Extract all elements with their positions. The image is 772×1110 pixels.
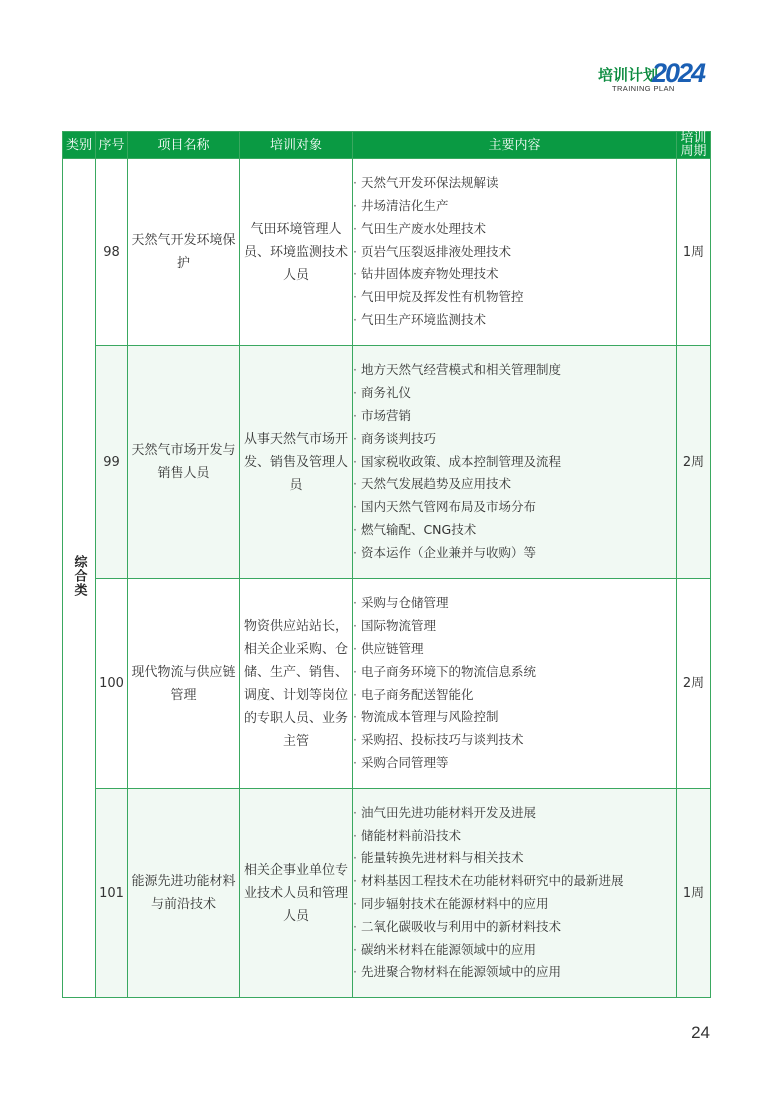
content-item: · 二氧化碳吸收与利用中的新材料技术 bbox=[353, 916, 676, 939]
row-number: 99 bbox=[96, 346, 128, 579]
category-label: 综合类 bbox=[71, 555, 87, 597]
content-item: · 采购合同管理等 bbox=[353, 752, 676, 775]
content-item: · 气田生产废水处理技术 bbox=[353, 218, 676, 241]
content-item: · 市场营销 bbox=[353, 405, 676, 428]
training-target: 物资供应站站长，相关企业采购、仓储、生产、销售、调度、计划等岗位的专职人员、业务主管 bbox=[240, 579, 353, 789]
category-cell bbox=[63, 159, 96, 998]
content-list bbox=[353, 172, 676, 332]
header-category: 类别 bbox=[63, 132, 96, 159]
logo-year: 2024 bbox=[652, 58, 705, 88]
logo-title: 培训计划 bbox=[598, 66, 659, 84]
project-name: 能源先进功能材料与前沿技术 bbox=[128, 789, 240, 998]
content-item: · 供应链管理 bbox=[353, 638, 676, 661]
table-row bbox=[63, 789, 711, 998]
main-content bbox=[353, 159, 677, 346]
content-item: · 先进聚合物材料在能源领域中的应用 bbox=[353, 961, 676, 984]
content-item: · 采购招、投标技巧与谈判技术 bbox=[353, 729, 676, 752]
header-period-line1: 培训 bbox=[680, 131, 707, 146]
training-period: 1周 bbox=[677, 159, 711, 346]
training-plan-logo bbox=[598, 58, 710, 96]
content-item: · 同步辐射技术在能源材料中的应用 bbox=[353, 893, 676, 916]
header-target: 培训对象 bbox=[240, 132, 353, 159]
row-number: 100 bbox=[96, 579, 128, 789]
content-item: · 国际物流管理 bbox=[353, 615, 676, 638]
content-item: · 页岩气压裂返排液处理技术 bbox=[353, 241, 676, 264]
training-period: 2周 bbox=[677, 579, 711, 789]
training-target: 相关企事业单位专业技术人员和管理人员 bbox=[240, 789, 353, 998]
content-item: · 地方天然气经营模式和相关管理制度 bbox=[353, 359, 676, 382]
table-row bbox=[63, 579, 711, 789]
header-period-line2: 周期 bbox=[680, 144, 707, 159]
table-row bbox=[63, 159, 711, 346]
training-target: 气田环境管理人员、环境监测技术人员 bbox=[240, 159, 353, 346]
project-name: 天然气开发环境保护 bbox=[128, 159, 240, 346]
header-content: 主要内容 bbox=[353, 132, 677, 159]
content-list bbox=[353, 359, 676, 564]
content-item: · 电子商务环境下的物流信息系统 bbox=[353, 661, 676, 684]
header-period bbox=[677, 132, 711, 159]
content-item: · 油气田先进功能材料开发及进展 bbox=[353, 802, 676, 825]
content-item: · 电子商务配送智能化 bbox=[353, 684, 676, 707]
row-number: 98 bbox=[96, 159, 128, 346]
content-item: · 气田甲烷及挥发性有机物管控 bbox=[353, 286, 676, 309]
content-item: · 能量转换先进材料与相关技术 bbox=[353, 847, 676, 870]
project-name: 现代物流与供应链管理 bbox=[128, 579, 240, 789]
content-item: · 国内天然气管网布局及市场分布 bbox=[353, 496, 676, 519]
training-target: 从事天然气市场开发、销售及管理人员 bbox=[240, 346, 353, 579]
content-item: · 燃气输配、CNG技术 bbox=[353, 519, 676, 542]
content-list bbox=[353, 802, 676, 984]
content-item: · 采购与仓储管理 bbox=[353, 592, 676, 615]
header-name: 项目名称 bbox=[128, 132, 240, 159]
table-row bbox=[63, 346, 711, 579]
row-number: 101 bbox=[96, 789, 128, 998]
table-header-row bbox=[63, 132, 711, 159]
content-item: · 商务谈判技巧 bbox=[353, 428, 676, 451]
content-item: · 井场清洁化生产 bbox=[353, 195, 676, 218]
content-item: · 碳纳米材料在能源领域中的应用 bbox=[353, 939, 676, 962]
training-period: 2周 bbox=[677, 346, 711, 579]
content-item: · 天然气开发环保法规解读 bbox=[353, 172, 676, 195]
header-number: 序号 bbox=[96, 132, 128, 159]
content-item: · 储能材料前沿技术 bbox=[353, 825, 676, 848]
content-item: · 材料基因工程技术在功能材料研究中的最新进展 bbox=[353, 870, 676, 893]
main-content bbox=[353, 346, 677, 579]
content-item: · 国家税收政策、成本控制管理及流程 bbox=[353, 451, 676, 474]
project-name: 天然气市场开发与销售人员 bbox=[128, 346, 240, 579]
content-item: · 气田生产环境监测技术 bbox=[353, 309, 676, 332]
content-item: · 天然气发展趋势及应用技术 bbox=[353, 473, 676, 496]
content-item: · 资本运作（企业兼并与收购）等 bbox=[353, 542, 676, 565]
main-content bbox=[353, 789, 677, 998]
content-list bbox=[353, 592, 676, 774]
content-item: · 物流成本管理与风险控制 bbox=[353, 706, 676, 729]
logo-subtitle: TRAINING PLAN bbox=[612, 84, 675, 93]
training-period: 1周 bbox=[677, 789, 711, 998]
content-item: · 商务礼仪 bbox=[353, 382, 676, 405]
page-number: 24 bbox=[691, 1023, 710, 1042]
training-plan-table bbox=[62, 131, 711, 998]
main-content bbox=[353, 579, 677, 789]
content-item: · 钻井固体废弃物处理技术 bbox=[353, 263, 676, 286]
